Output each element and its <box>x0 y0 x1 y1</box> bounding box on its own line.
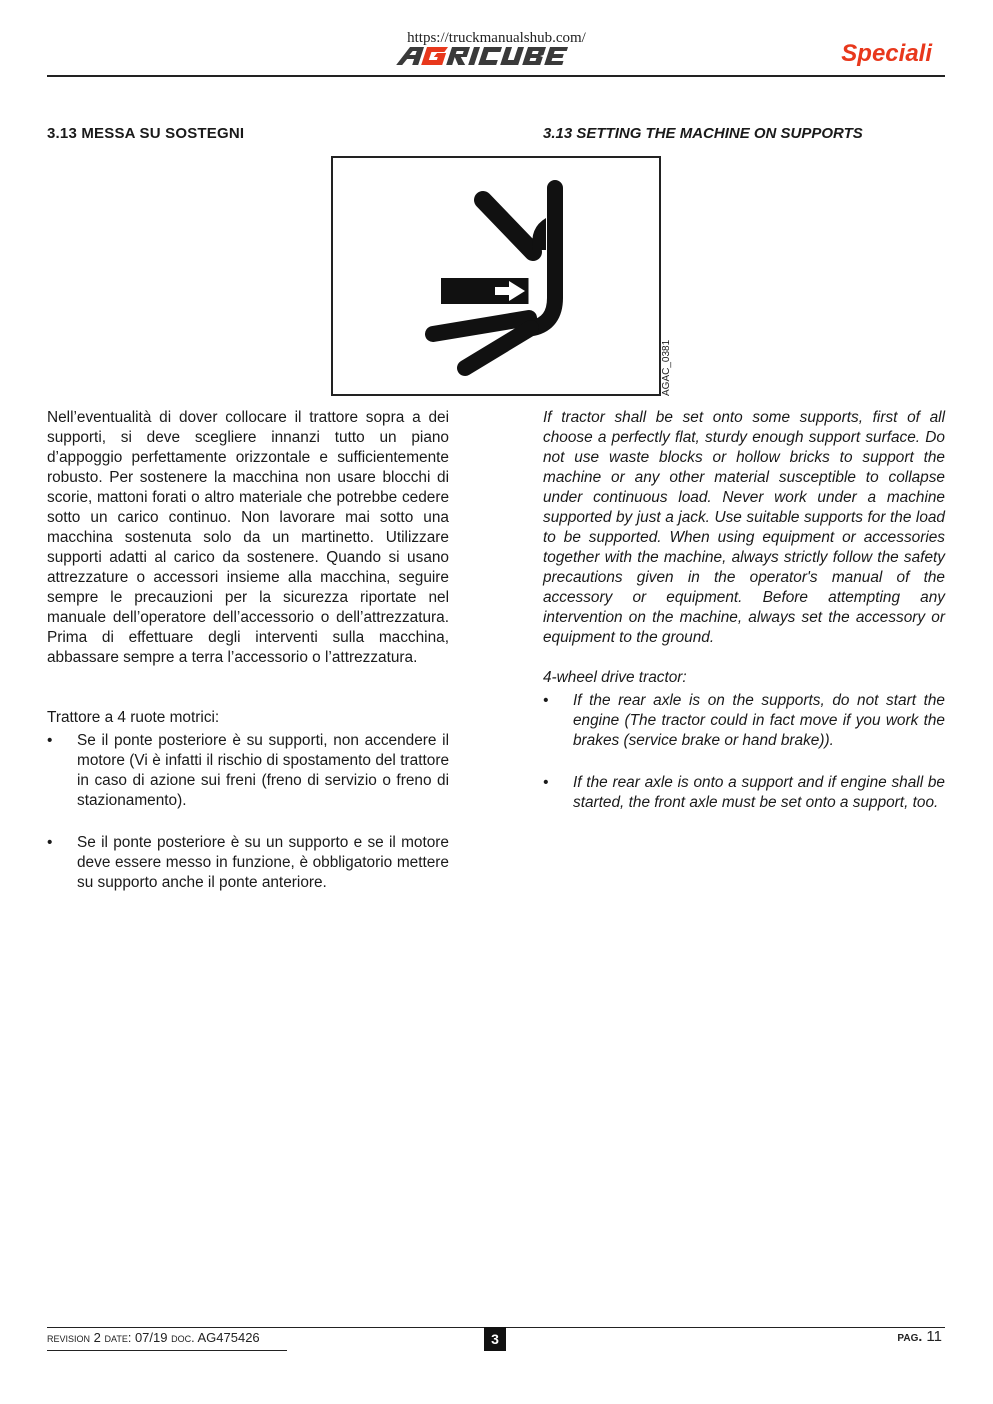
page-number <box>897 1328 942 1345</box>
doc-value: AG475426 <box>197 1330 260 1345</box>
figure-code: AGAC_0381 <box>661 339 672 396</box>
page-value: 11 <box>926 1328 942 1345</box>
list-item-text: If the rear axle is onto a support and if engine shall be started, the front axle must be set onto a support, too. <box>573 774 945 811</box>
date-label: date: <box>104 1331 132 1345</box>
bullet-icon: • <box>543 774 549 791</box>
crush-hazard-figure <box>331 156 661 396</box>
section-brand: Speciali <box>841 40 932 67</box>
section-heading-it: 3.13 MESSA SU SOSTEGNI <box>47 125 245 142</box>
agricube-logo <box>395 44 600 66</box>
source-url[interactable]: https://truckmanualshub.com/ <box>407 30 586 46</box>
bullet-icon: • <box>47 834 53 851</box>
bullet-icon: • <box>543 692 549 709</box>
footer-sub-divider <box>47 1350 287 1351</box>
revision-label: revision <box>47 1331 91 1345</box>
paragraph-it: Nell’eventualità di dover collocare il trattore sopra a dei supporti, si deve scegliere innanzi tutto un piano d’appoggio perfettamente orizzontale e sufficientemente robusto. Per sostenere la macchina non usare blocchi di scorie, mattoni forati o altro materiale che potrebbe cedere sotto un carico continuo. Non lavorare mai sotto una macchina sostenuta solo da un martinetto. Utilizzare supporti adatti al carico da sostenere. Quando si usano attrezzature o accessori insieme alla macchina, seguire sempre le precauzioni per la sicurezza riportate nel manuale dell’operatore dell’accessorio o dell’attrezzatura. Prima di effettuare degli interventi sulla macchina, abbassare sempre a terra l’accessorio o l’attrezzatura. <box>47 409 449 666</box>
crush-hazard-icon <box>333 158 659 394</box>
list-item-text: If the rear axle is on the supports, do not start the engine (The tractor could in fact move if you work the brakes (service brake or hand brake)). <box>573 692 945 749</box>
subheading-en: 4-wheel drive tractor: <box>543 669 687 686</box>
section-heading-en: 3.13 SETTING THE MACHINE ON SUPPORTS <box>543 125 863 142</box>
page-label: pag. <box>897 1328 923 1344</box>
revision-value: 2 <box>93 1330 101 1345</box>
paragraph-en: If tractor shall be set onto some supports, first of all choose a perfectly flat, sturdy enough support surface. Do not use waste blocks or hollow bricks to support the machine or any other material susceptible to collapse under continuous load. Never work under a machine supported by just a jack. Use suitable supports for the load to be supported. When using equipment or accessories together with the machine, always strictly follow the safety precautions given in the operator's manual of the accessory or equipment. Before attempting any intervention on the machine, always set the accessory or equipment to the ground. <box>543 409 945 646</box>
header-divider <box>47 75 945 77</box>
chapter-badge: 3 <box>484 1327 506 1351</box>
list-item-text: Se il ponte posteriore è su un supporto e se il motore deve essere messo in funzione, è obbligatorio mettere su supporto anche il ponte anteriore. <box>77 834 449 891</box>
date-value: 07/19 <box>134 1330 168 1345</box>
bullet-icon: • <box>47 732 53 749</box>
subheading-it: Trattore a 4 ruote motrici: <box>47 709 220 726</box>
doc-label: doc. <box>171 1331 195 1345</box>
footer-revision-info <box>47 1330 260 1345</box>
list-item-text: Se il ponte posteriore è su supporti, non accendere il motore (Vi è infatti il rischio di spostamento del trattore in caso di azione sui freni (freno di servizio o freno di stazionamento). <box>77 732 449 809</box>
